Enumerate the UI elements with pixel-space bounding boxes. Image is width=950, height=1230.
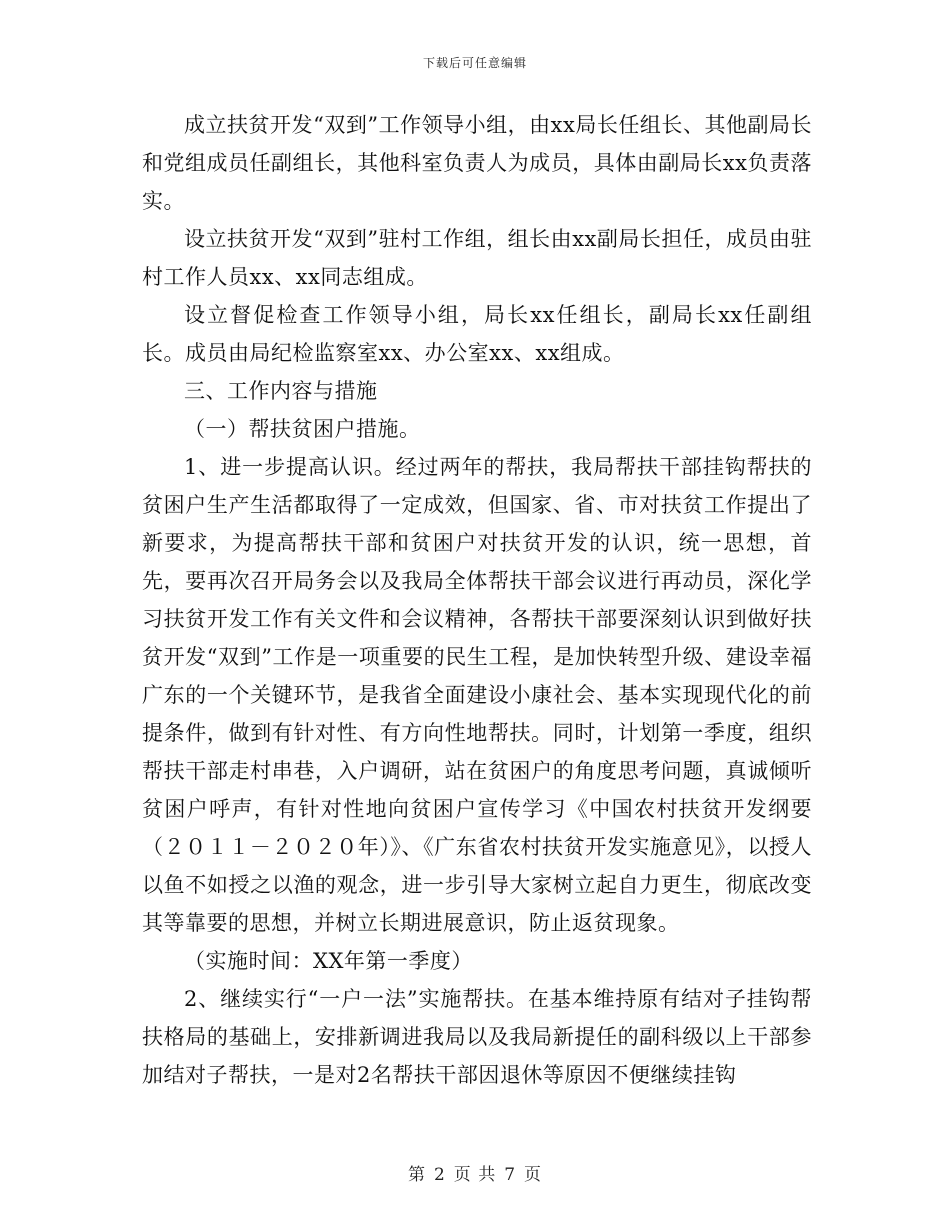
subsection-heading: （一）帮扶贫困户措施。	[184, 417, 421, 441]
paragraph-inspection-group: 设立督促检查工作领导小组，局长xx任组长，副局长xx任副组长。成员由局纪检监察室xx、办公室xx、xx组成。	[142, 303, 812, 365]
section-heading: 三、工作内容与措施	[184, 379, 378, 403]
paragraph-leading-group: 成立扶贫开发“双到”工作领导小组，由xx局长任组长、其他副局长和党组成员任副组长，其他科室负责人为成员，具体由副局长xx负责落实。	[142, 113, 812, 213]
footer-prefix: 第	[407, 1165, 426, 1185]
page-header: 下载后可任意编辑	[422, 56, 527, 70]
paragraph-item-1: 1、进一步提高认识。经过两年的帮扶，我局帮扶干部挂钩帮扶的贫困户生产生活都取得了一定成效，但国家、省、市对扶贫工作提出了新要求，为提高帮扶干部和贫困户对扶贫开发的认识，统一思想，首先，要再次召开局务会以及我局全体帮扶干部会议进行再动员，深化学习扶贫开发工作有关文件和会议精神，各帮扶干部要深刻认识到做好扶贫开发“双到”工作是一项重要的民生工程，是加快转型升级、建设幸福广东的一个关键环节，是我省全面建设小康社会、基本实现现代化的前提条件，做到有针对性、有方向性地帮扶。同时，计划第一季度，组织帮扶干部走村串巷，入户调研，站在贫困户的角度思考问题，真诚倾听贫困户呼声，有针对性地向贫困户宣传学习《中国农村扶贫开发纲要（２０１１－２０２０年）》、《广东省农村扶贫开发实施意见》，以授人以鱼不如授之以渔的观念，进一步引导大家树立起自力更生，彻底改变其等靠要的思想，并树立长期进展意识，防止返贫现象。	[142, 455, 812, 935]
footer-current-page: 2	[433, 1165, 446, 1185]
footer-suffix: 页	[524, 1165, 543, 1185]
page-footer	[0, 1160, 950, 1185]
document-body	[142, 106, 812, 1094]
footer-total-pages: 7	[504, 1165, 517, 1185]
paragraph-implementation-time: （实施时间：XX年第一季度）	[184, 949, 473, 973]
paragraph-village-group: 设立扶贫开发“双到”驻村工作组，组长由xx副局长担任，成员由驻村工作人员xx、xx同志组成。	[142, 227, 812, 289]
paragraph-item-2: 2、继续实行“一户一法”实施帮扶。在基本维持原有结对子挂钩帮扶格局的基础上，安排新调进我局以及我局新提任的副科级以上干部参加结对子帮扶，一是对2名帮扶干部因退休等原因不便继续挂钩	[142, 987, 812, 1087]
footer-middle: 页 共	[453, 1165, 497, 1185]
